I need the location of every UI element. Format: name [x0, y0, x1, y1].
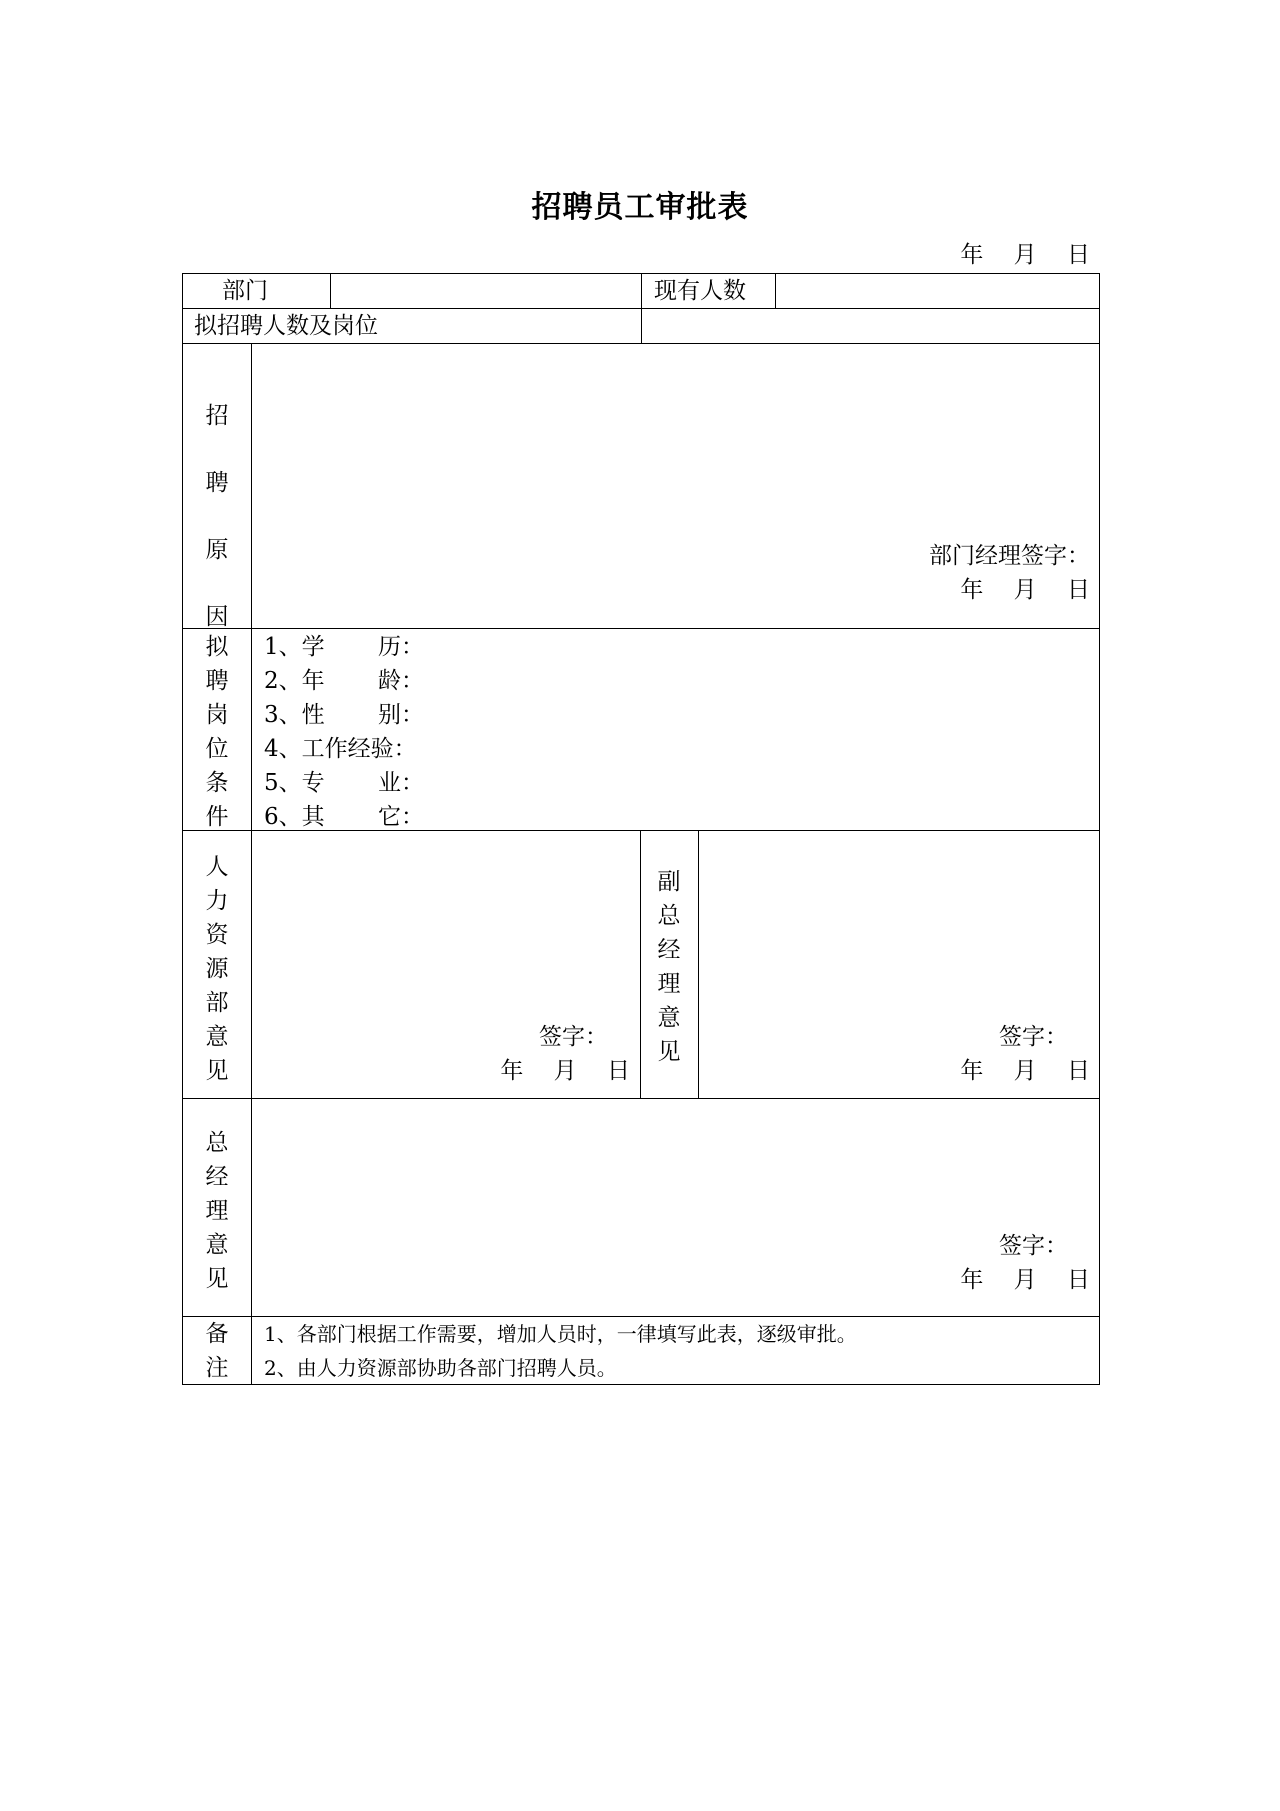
notes-list	[264, 1317, 857, 1385]
conditions-list	[264, 630, 424, 834]
gm-date: 年 月 日	[960, 1267, 1090, 1293]
planned-positions-field[interactable]	[648, 309, 1094, 343]
current-headcount-field[interactable]	[781, 274, 1093, 308]
gm-opinion-field[interactable]	[258, 1104, 1094, 1234]
hr-opinion-label: 人 力 资 源 部 意 见	[205, 854, 229, 1084]
vice-gm-opinion-label: 副 总 经 理 意 见	[657, 869, 681, 1065]
condition-experience[interactable]: 4、工作经验：	[264, 736, 417, 762]
gm-opinion-label: 总 经 理 意 见	[205, 1130, 229, 1292]
condition-education[interactable]: 1、学 历：	[264, 634, 424, 660]
hr-signature: 签字：	[539, 1024, 608, 1050]
hr-opinion-field[interactable]	[258, 836, 634, 1016]
vice-gm-opinion-field[interactable]	[705, 836, 1093, 1016]
reason-field[interactable]	[258, 350, 1094, 520]
conditions-label: 拟 聘 岗 位 条 件	[205, 634, 229, 830]
form-title: 招聘员工审批表	[531, 190, 749, 225]
notes-label: 备 注	[205, 1321, 229, 1381]
gm-signature: 签字：	[999, 1233, 1068, 1259]
hr-date: 年 月 日	[500, 1058, 630, 1084]
vice-gm-date: 年 月 日	[960, 1058, 1090, 1084]
planned-positions-label: 拟招聘人数及岗位	[194, 313, 378, 339]
department-field[interactable]	[336, 274, 636, 308]
vice-gm-signature: 签字：	[999, 1024, 1068, 1050]
current-headcount-label: 现有人数	[654, 278, 746, 304]
condition-age[interactable]: 2、年 龄：	[264, 668, 424, 694]
note-item: 2、由人力资源部协助各部门招聘人员。	[264, 1356, 617, 1380]
condition-other[interactable]: 6、其 它：	[264, 804, 424, 830]
reason-label: 招 聘 原 因	[205, 403, 229, 630]
dept-manager-signature: 部门经理签字：	[929, 543, 1090, 569]
note-item: 1、各部门根据工作需要，增加人员时，一律填写此表，逐级审批。	[264, 1322, 857, 1346]
form-date: 年 月 日	[960, 242, 1090, 268]
condition-major[interactable]: 5、专 业：	[264, 770, 424, 796]
department-label: 部门	[222, 278, 268, 304]
dept-manager-date: 年 月 日	[960, 577, 1090, 603]
condition-gender[interactable]: 3、性 别：	[264, 702, 424, 728]
